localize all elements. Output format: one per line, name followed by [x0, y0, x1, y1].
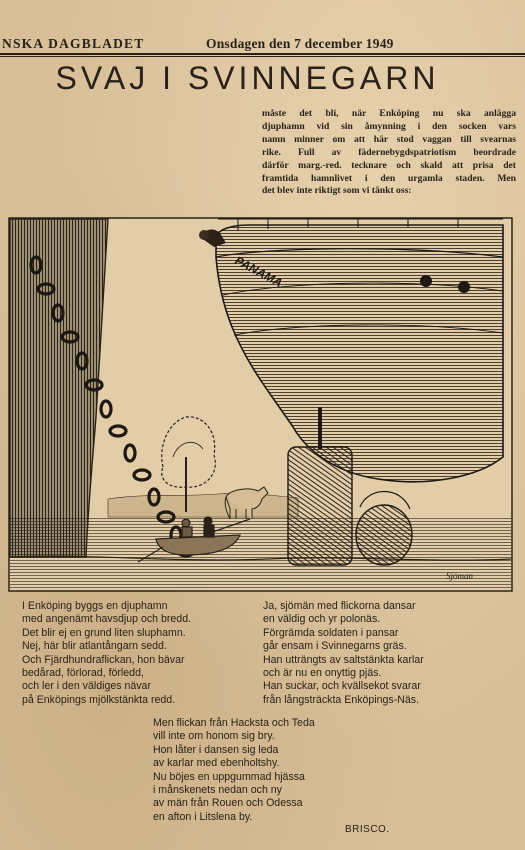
poem-stanza-2: [263, 600, 424, 707]
masthead-rule-thin: [0, 56, 525, 57]
publication-date: Onsdagen den 7 december 1949: [206, 36, 394, 51]
porthole: [458, 281, 470, 293]
poem-line: Men flickan från Hacksta och Teda: [153, 717, 315, 729]
poem-stanza-3: [153, 717, 315, 824]
ship-propeller: [356, 505, 412, 565]
poem-line: Han suckar, och kvällsekot svarar: [263, 680, 421, 693]
poem-line: Ja, sjömän med flickorna dansar: [263, 600, 416, 612]
poem-line: Nu böjes en uppgummad hjässa: [153, 770, 305, 783]
masthead: [0, 34, 525, 54]
poem-line: Han utträngts av saltstänkta karlar: [263, 653, 424, 666]
poem-line: på Enköpings mjölkstänkta redd.: [22, 693, 176, 706]
poem-line: vill inte om honom sig bry.: [153, 730, 275, 743]
poem-line: av män från Rouen och Odessa: [153, 797, 303, 810]
cartoon-illustration: [8, 217, 513, 592]
intro-line: därför marg.-red. tecknare och skald att prisa det: [262, 159, 516, 171]
artist-signature: Sjöman: [446, 571, 473, 581]
poem-line: Det blir ej en grund liten sluphamn.: [22, 626, 186, 639]
poem-line: i månskenets nedan och ny: [153, 783, 282, 796]
intro-line: det blev inte riktigt som vi tänkt oss:: [262, 185, 412, 197]
intro-line: måste det bli, när Enköping nu ska anlägga: [262, 108, 516, 119]
newspaper-name: NSKA DAGBLADET: [2, 36, 145, 51]
poem-line: en afton i Litslena by.: [153, 810, 253, 823]
poem-line: går ensam i Svinnegarns gräs.: [263, 640, 407, 653]
intro-paragraph: [262, 108, 516, 198]
poem-line: med angenämt havsdjup och bredd.: [22, 613, 192, 626]
poem-line: och ler i den väldiges nävar: [22, 680, 151, 693]
porthole: [420, 275, 432, 287]
intro-line: rike. Full av fädernebygdspatriotism beordrade: [262, 146, 516, 158]
intro-line: framtida hamnlivet i den urgamla staden. Men: [262, 172, 516, 184]
poem-line: Hon låter i dansen sig leda: [153, 743, 279, 756]
poem-line: I Enköping byggs en djuphamn: [22, 600, 168, 612]
poem-line: och är nu en onyttig pjäs.: [263, 666, 382, 679]
author-signature: BRISCO.: [345, 824, 390, 835]
poem-line: från långsträckta Enköpings-Näs.: [263, 693, 420, 706]
intro-line: namn minner om att här stod vaggan till svearnas: [262, 133, 516, 145]
poem-line: bedårad, förlorad, förledd,: [22, 666, 144, 679]
headline: SVAJ I SVINNEGARN: [55, 60, 440, 96]
poem-line: Nej, här blir atlantångarn sedd.: [22, 640, 167, 653]
poem-line: av karlar med ebenholtshy.: [153, 757, 280, 770]
poem-line: Förgrämda soldaten i pansar: [263, 626, 399, 639]
poem-line: en väldig och yr polonäs.: [263, 613, 381, 626]
distant-shore: [108, 493, 298, 517]
ship-name: PANAMA: [232, 253, 285, 290]
poem-line: Och Fjärdhundraflickan, hon bävar: [22, 653, 185, 666]
poem-stanza-1: [22, 600, 191, 707]
intro-line: djuphamn vid sin åmynning i den socken vars: [262, 120, 516, 132]
masthead-rule: [0, 53, 525, 55]
